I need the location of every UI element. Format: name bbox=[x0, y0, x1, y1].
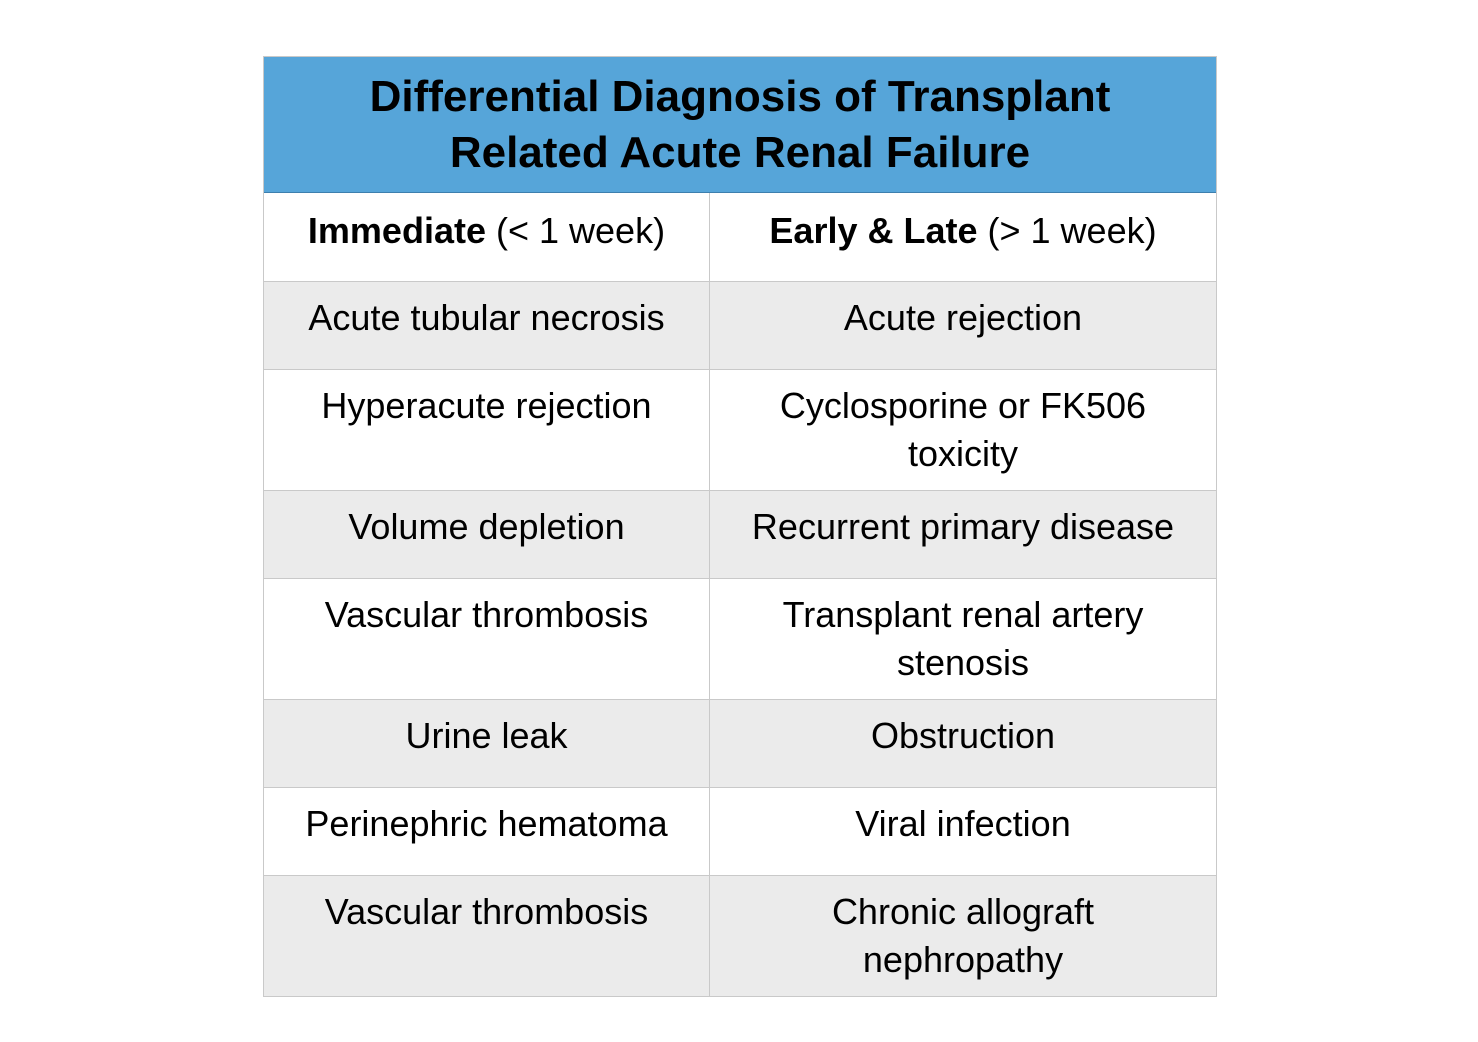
header-immediate-label: Immediate bbox=[307, 210, 486, 251]
table-row bbox=[264, 787, 1216, 875]
immediate-cell: Urine leak bbox=[264, 700, 710, 787]
header-late-label: Early & Late bbox=[769, 210, 978, 251]
table-row bbox=[264, 490, 1216, 578]
header-late bbox=[710, 193, 1216, 281]
table-row bbox=[264, 578, 1216, 699]
diagnosis-table bbox=[263, 56, 1217, 997]
table-title: Differential Diagnosis of Transplant Related Acute Renal Failure bbox=[369, 71, 1111, 177]
immediate-cell: Hyperacute rejection bbox=[264, 370, 710, 490]
header-immediate-range: (< 1 week) bbox=[496, 210, 666, 251]
late-cell: Transplant renal artery stenosis bbox=[782, 594, 1144, 683]
late-cell: Viral infection bbox=[855, 803, 1071, 844]
late-cell: Cyclosporine or FK506 toxicity bbox=[779, 385, 1147, 474]
header-immediate bbox=[264, 193, 710, 281]
table-row bbox=[264, 875, 1216, 996]
immediate-cell: Acute tubular necrosis bbox=[264, 282, 710, 369]
table-title-bar bbox=[264, 57, 1216, 193]
table-row bbox=[264, 699, 1216, 787]
immediate-cell: Perinephric hematoma bbox=[264, 788, 710, 875]
late-cell: Obstruction bbox=[870, 715, 1056, 756]
late-cell: Recurrent primary disease bbox=[751, 506, 1175, 547]
header-late-range: (> 1 week) bbox=[987, 210, 1157, 251]
table-row bbox=[264, 281, 1216, 369]
immediate-cell: Vascular thrombosis bbox=[264, 876, 710, 996]
late-cell: Acute rejection bbox=[843, 297, 1083, 338]
late-cell: Chronic allograft nephropathy bbox=[831, 891, 1095, 980]
immediate-cell: Volume depletion bbox=[264, 491, 710, 578]
immediate-cell: Vascular thrombosis bbox=[264, 579, 710, 699]
table-row bbox=[264, 369, 1216, 490]
table-header-row bbox=[264, 193, 1216, 281]
